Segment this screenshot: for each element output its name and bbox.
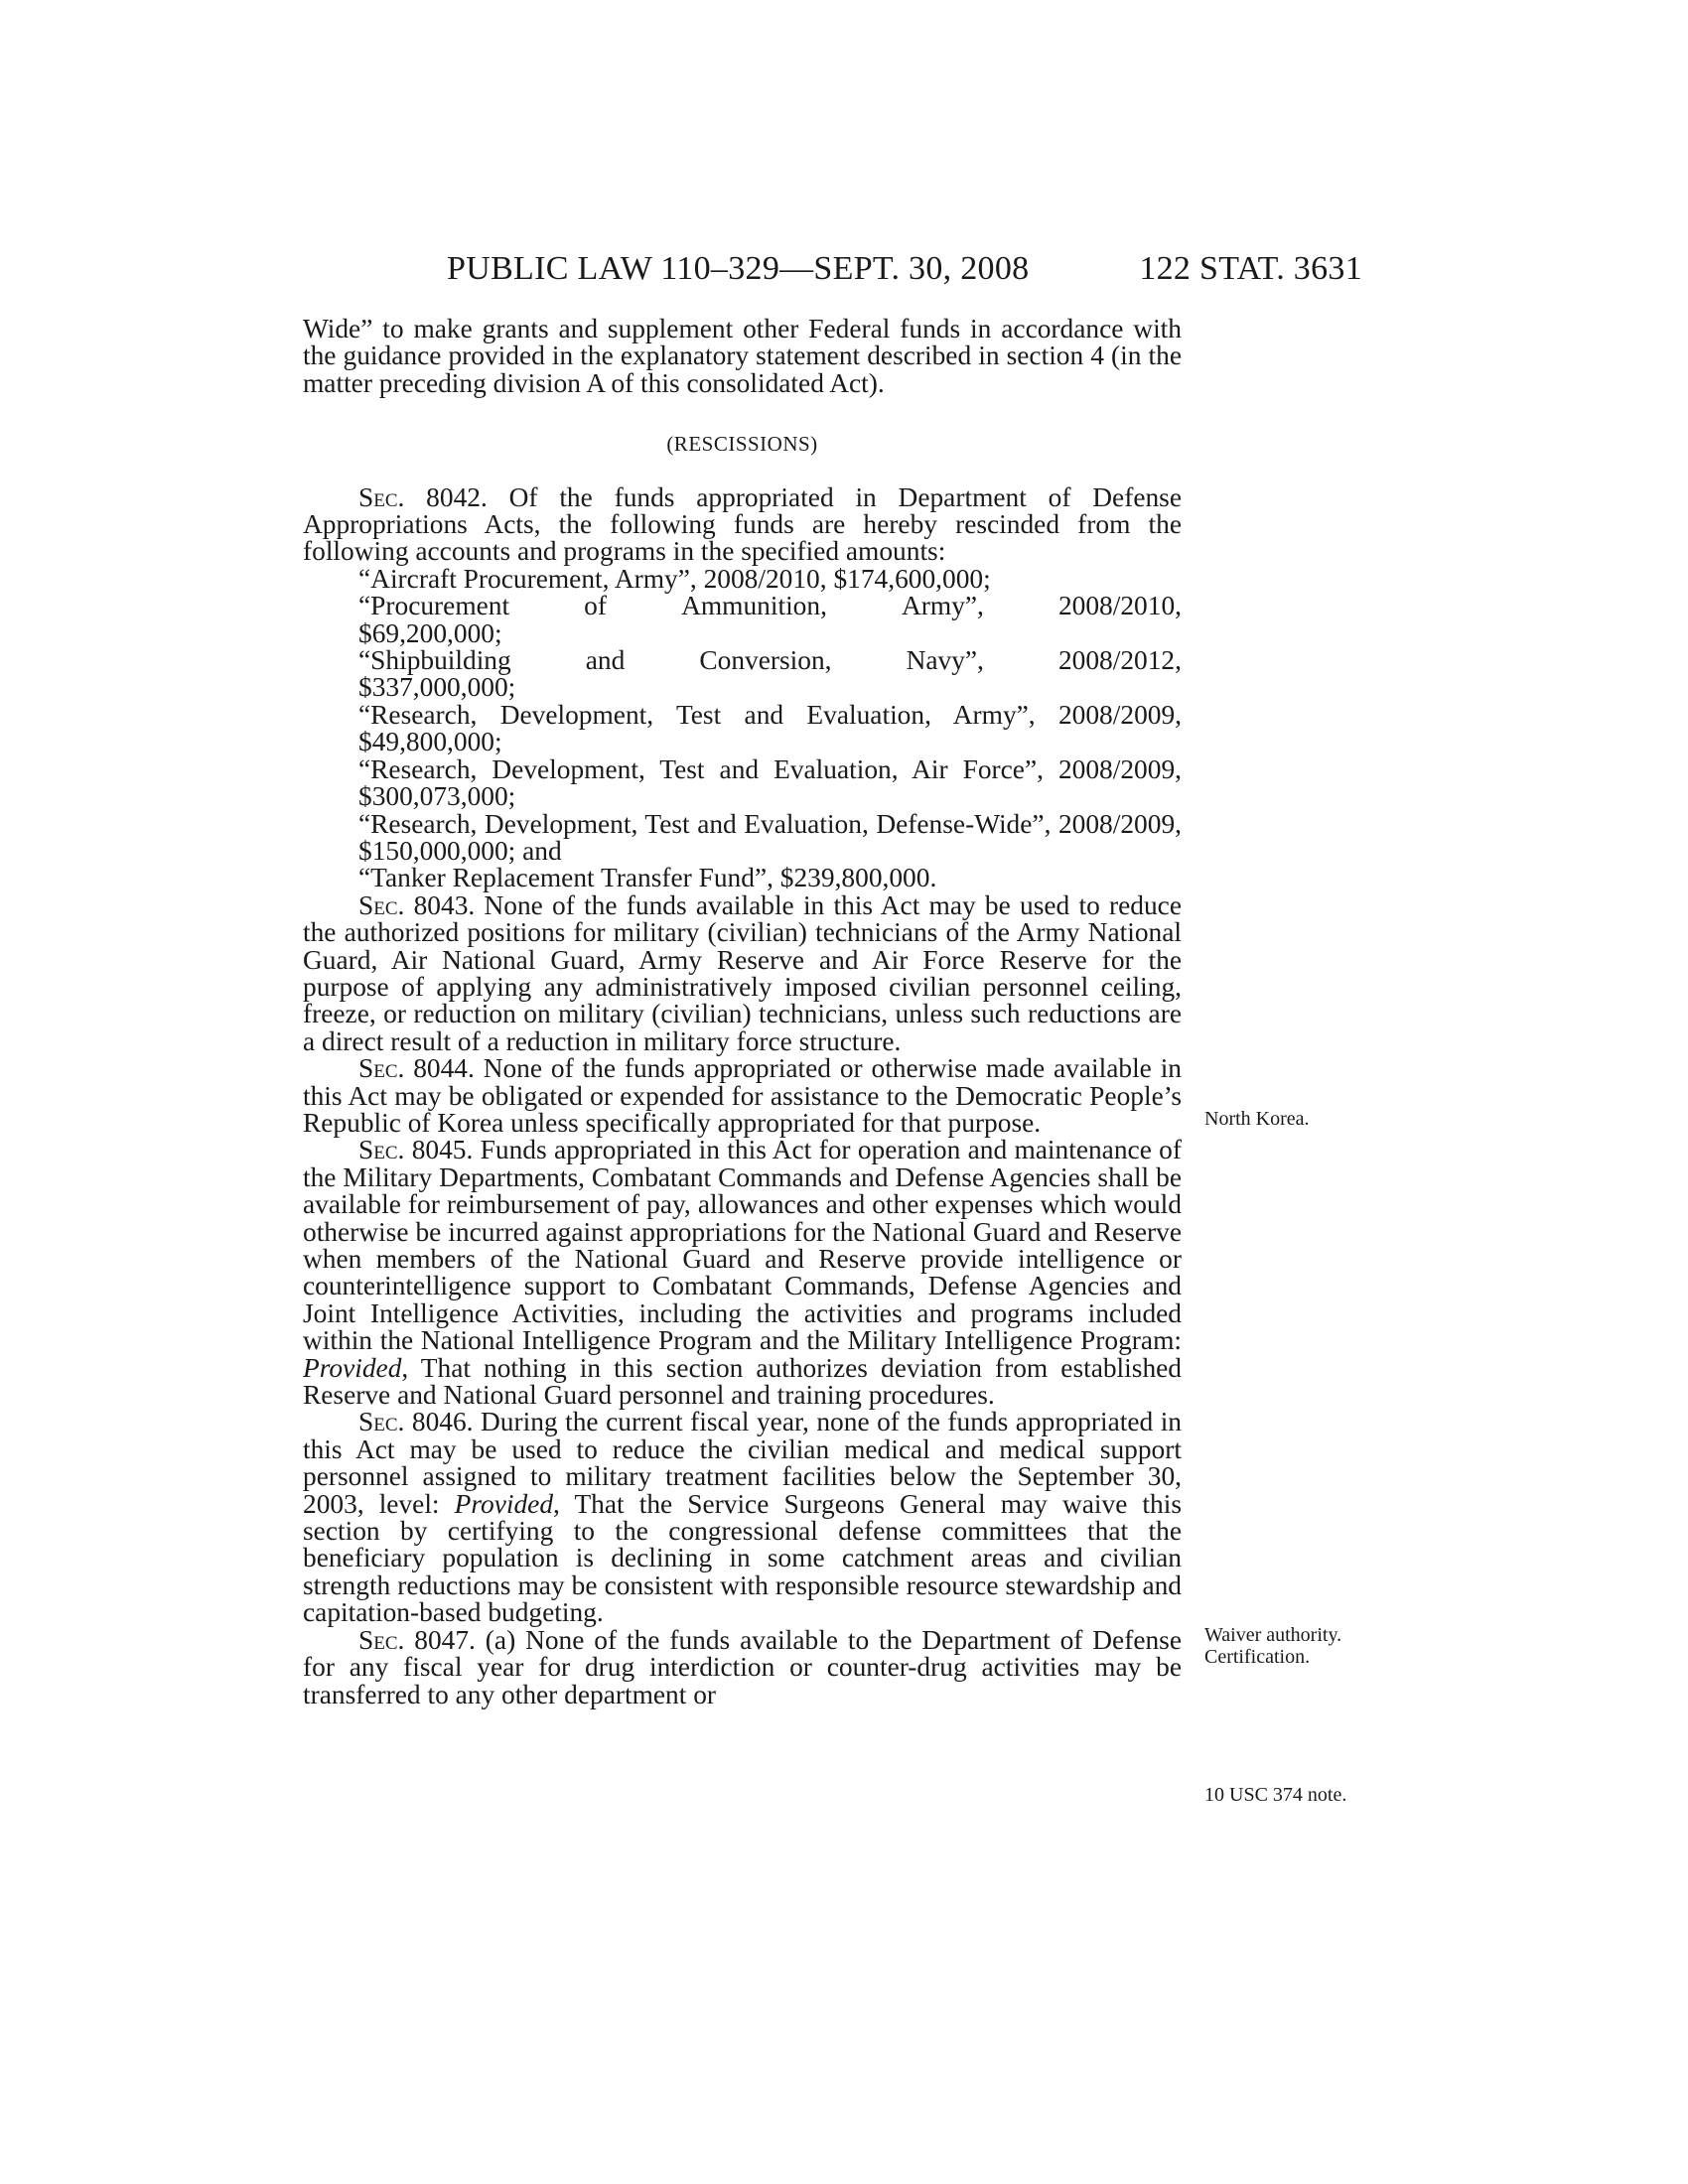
- section-number: 8047.: [404, 1624, 476, 1655]
- rescission-item-rdte-army: “Research, Development, Test and Evaluation, Army”, 2008/2009, $49,800,000;: [358, 699, 1182, 757]
- body-text: [303, 316, 1182, 1708]
- rescissions-heading: (RESCISSIONS): [666, 432, 818, 457]
- item-line: [358, 647, 1182, 674]
- section-number: 8046.: [404, 1407, 474, 1437]
- sec-label: Sec.: [358, 1624, 405, 1655]
- margin-note-usc: 10 USC 374 note.: [1204, 1784, 1347, 1806]
- sec-label: Sec.: [358, 1135, 405, 1165]
- section-text: , That the Service Surgeons General may waive this section by certifying to the congressional defense committees that the beneficiary population is declining in some catchment areas and civilian strength reductions may be consistent with responsible resource stewardship and capitation-based budgeting.: [303, 1488, 1182, 1628]
- provided-term: Provided: [454, 1488, 554, 1519]
- section-text: Of the funds appropriated in Department of Defense Appropriations Acts, the following funds are hereby rescinded from the following accounts and programs in the specified amounts:: [303, 481, 1182, 567]
- section-number: 8042.: [404, 481, 488, 512]
- intro-paragraph: Wide” to make grants and supplement other Federal funds in accordance with the guidance provided in the explanatory statement described in section 4 (in the matter preceding division A of this consolidated Act).: [303, 314, 1182, 398]
- item-word: Army”,: [901, 591, 984, 621]
- rescission-item-tanker: “Tanker Replacement Transfer Fund”, $239,800,000.: [358, 863, 937, 893]
- section-text: , That nothing in this section authorizes deviation from established Reserve and National Guard personnel and training procedures.: [303, 1352, 1182, 1411]
- rescission-item-ammunition: [358, 593, 1182, 647]
- section-number: 8045.: [404, 1135, 474, 1165]
- item-word: Ammunition,: [681, 591, 827, 621]
- section-8047: [303, 1624, 1183, 1709]
- section-text: Funds appropriated in this Act for operation and maintenance of the Military Departments, Combatant Commands and Defense Agencies shall be available for reimbursement of pay, allowances and other expenses which would otherwise be incurred against appropriations for the National Guard and Reserve when members of the National Guard and Reserve provide intelligence or counterintelligence support to Combatant Commands, Defense Agencies and Joint Intelligence Activities, including the activities and programs included within the National Intelligence Program and the Military Intelligence Program:: [303, 1135, 1182, 1356]
- section-8045: [303, 1137, 1182, 1409]
- section-text: (a) None of the funds available to the Department of Defense for any fiscal year for drug interdiction or counter-drug activities may be transferred to any other department or: [303, 1624, 1183, 1709]
- running-header-page-ref: 122 STAT. 3631: [1139, 250, 1362, 287]
- margin-note-certification: Certification.: [1204, 1646, 1311, 1668]
- sec-label: Sec.: [358, 481, 405, 512]
- rescission-item-rdte-dw: “Research, Development, Test and Evaluation, Defense-Wide”, 2008/2009, $150,000,000; and: [358, 808, 1182, 866]
- section-number: 8043.: [404, 889, 476, 920]
- item-word: Conversion,: [699, 645, 832, 676]
- item-word: and: [585, 645, 626, 676]
- provided-term: Provided: [303, 1352, 402, 1383]
- section-number: 8044.: [404, 1053, 475, 1084]
- item-word: 2008/2010,: [1057, 591, 1182, 621]
- section-text: During the current fiscal year, none of the funds appropriated in this Act may be used to reduce the civilian medical and medical support personnel assigned to military treatment facilities below the September 30, 2003, level:: [303, 1407, 1182, 1519]
- section-text: None of the funds available in this Act may be used to reduce the authorized positions for military (civilian) technicians of the Army National Guard, Air National Guard, Army Reserve and Air Force Reserve for the purpose of applying any administratively imposed civilian personnel ceiling, freeze, or reduction on military (civilian) technicians, unless such reductions are a direct result of a reduction in military force structure.: [303, 889, 1182, 1056]
- item-amount: $337,000,000;: [358, 672, 516, 703]
- section-8044: [303, 1055, 1182, 1137]
- section-text: None of the funds appropriated or otherwise made available in this Act may be obligated or expended for assistance to the Democratic People’s Republic of Korea unless specifically appropriated for that purpose.: [303, 1053, 1182, 1138]
- sec-label: Sec.: [358, 1407, 405, 1437]
- item-word: “Procurement: [358, 591, 510, 621]
- margin-note-north-korea: North Korea.: [1204, 1108, 1310, 1130]
- margin-note-waiver-authority: Waiver authority.: [1204, 1624, 1342, 1646]
- rescission-item-rdte-af: “Research, Development, Test and Evaluation, Air Force”, 2008/2009, $300,073,000;: [358, 753, 1182, 812]
- item-word: “Shipbuilding: [358, 645, 511, 676]
- rescission-item-aircraft: “Aircraft Procurement, Army”, 2008/2010, $174,600,000;: [358, 563, 991, 594]
- item-line: [358, 593, 1182, 619]
- sec-label: Sec.: [358, 889, 405, 920]
- item-word: of: [584, 591, 607, 621]
- section-8043: [303, 889, 1182, 1056]
- section-8042: [303, 481, 1182, 567]
- section-8046: [303, 1409, 1182, 1626]
- sec-label: Sec.: [358, 1053, 405, 1084]
- item-word: 2008/2012,: [1057, 645, 1182, 676]
- item-amount: $69,200,000;: [358, 617, 502, 648]
- rescission-item-shipbuilding: [358, 647, 1182, 702]
- item-word: Navy”,: [906, 645, 984, 676]
- margin-note-waiver: [1204, 1624, 1341, 1668]
- running-header-title: PUBLIC LAW 110–329—SEPT. 30, 2008: [447, 250, 1030, 287]
